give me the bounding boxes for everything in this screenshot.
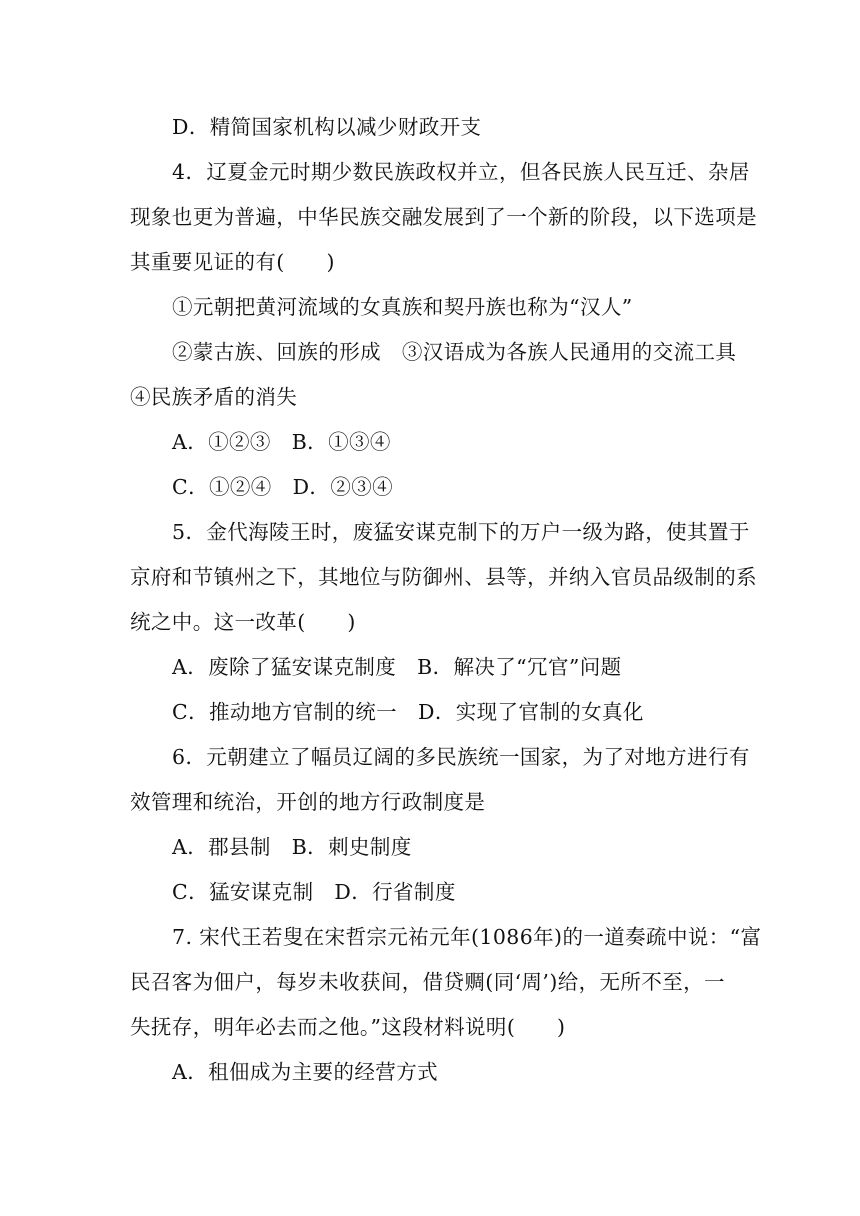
q5-stem-line-2: 京府和节镇州之下，其地位与防御州、县等，并纳入官员品级制的系 (130, 565, 757, 589)
q6-stem-line-1: 6．元朝建立了幅员辽阔的多民族统一国家，为了对地方进行有 (172, 745, 750, 769)
q6-options-ab: A．郡县制 B．刺史制度 (172, 835, 412, 859)
q7-stem-line-3: 失抚存，明年必去而之他。”这段材料说明( ) (130, 1015, 566, 1039)
q5-stem-line-1: 5．金代海陵王时，废猛安谋克制下的万户一级为路，使其置于 (172, 520, 750, 544)
q4-item-1: ①元朝把黄河流域的女真族和契丹族也称为“汉人” (172, 295, 633, 319)
q5-options-ab: A．废除了猛安谋克制度 B．解决了“冗官”问题 (172, 655, 622, 679)
q7-stem-line-2: 民召客为佃户，每岁未收获间，借贷赒(同‘周’)给，无所不至，一 (130, 970, 725, 994)
q4-item-4: ④民族矛盾的消失 (130, 385, 298, 409)
q5-stem-line-3: 统之中。这一改革( ) (130, 610, 356, 634)
q4-stem-line-1: 4．辽夏金元时期少数民族政权并立，但各民族人民互迁、杂居 (172, 160, 750, 184)
q6-stem-line-2: 效管理和统治，开创的地方行政制度是 (130, 790, 486, 814)
q5-options-cd: C．推动地方官制的统一 D．实现了官制的女真化 (172, 700, 644, 724)
q7-stem-line-1: 7. 宋代王若叟在宋哲宗元祐元年(1086年)的一道奏疏中说：“富 (172, 925, 762, 949)
q4-stem-line-2: 现象也更为普遍，中华民族交融发展到了一个新的阶段，以下选项是 (130, 205, 757, 229)
q4-options-ab: A．①②③ B．①③④ (172, 430, 391, 454)
q3-option-d: D．精简国家机构以减少财政开支 (172, 115, 482, 139)
q7-option-a: A．租佃成为主要的经营方式 (172, 1060, 439, 1084)
q6-options-cd: C．猛安谋克制 D．行省制度 (172, 880, 456, 904)
q4-options-cd: C．①②④ D．②③④ (172, 475, 394, 499)
q4-items-2-3: ②蒙古族、回族的形成 ③汉语成为各族人民通用的交流工具 (172, 340, 737, 364)
q4-stem-line-3: 其重要见证的有( ) (130, 250, 335, 274)
